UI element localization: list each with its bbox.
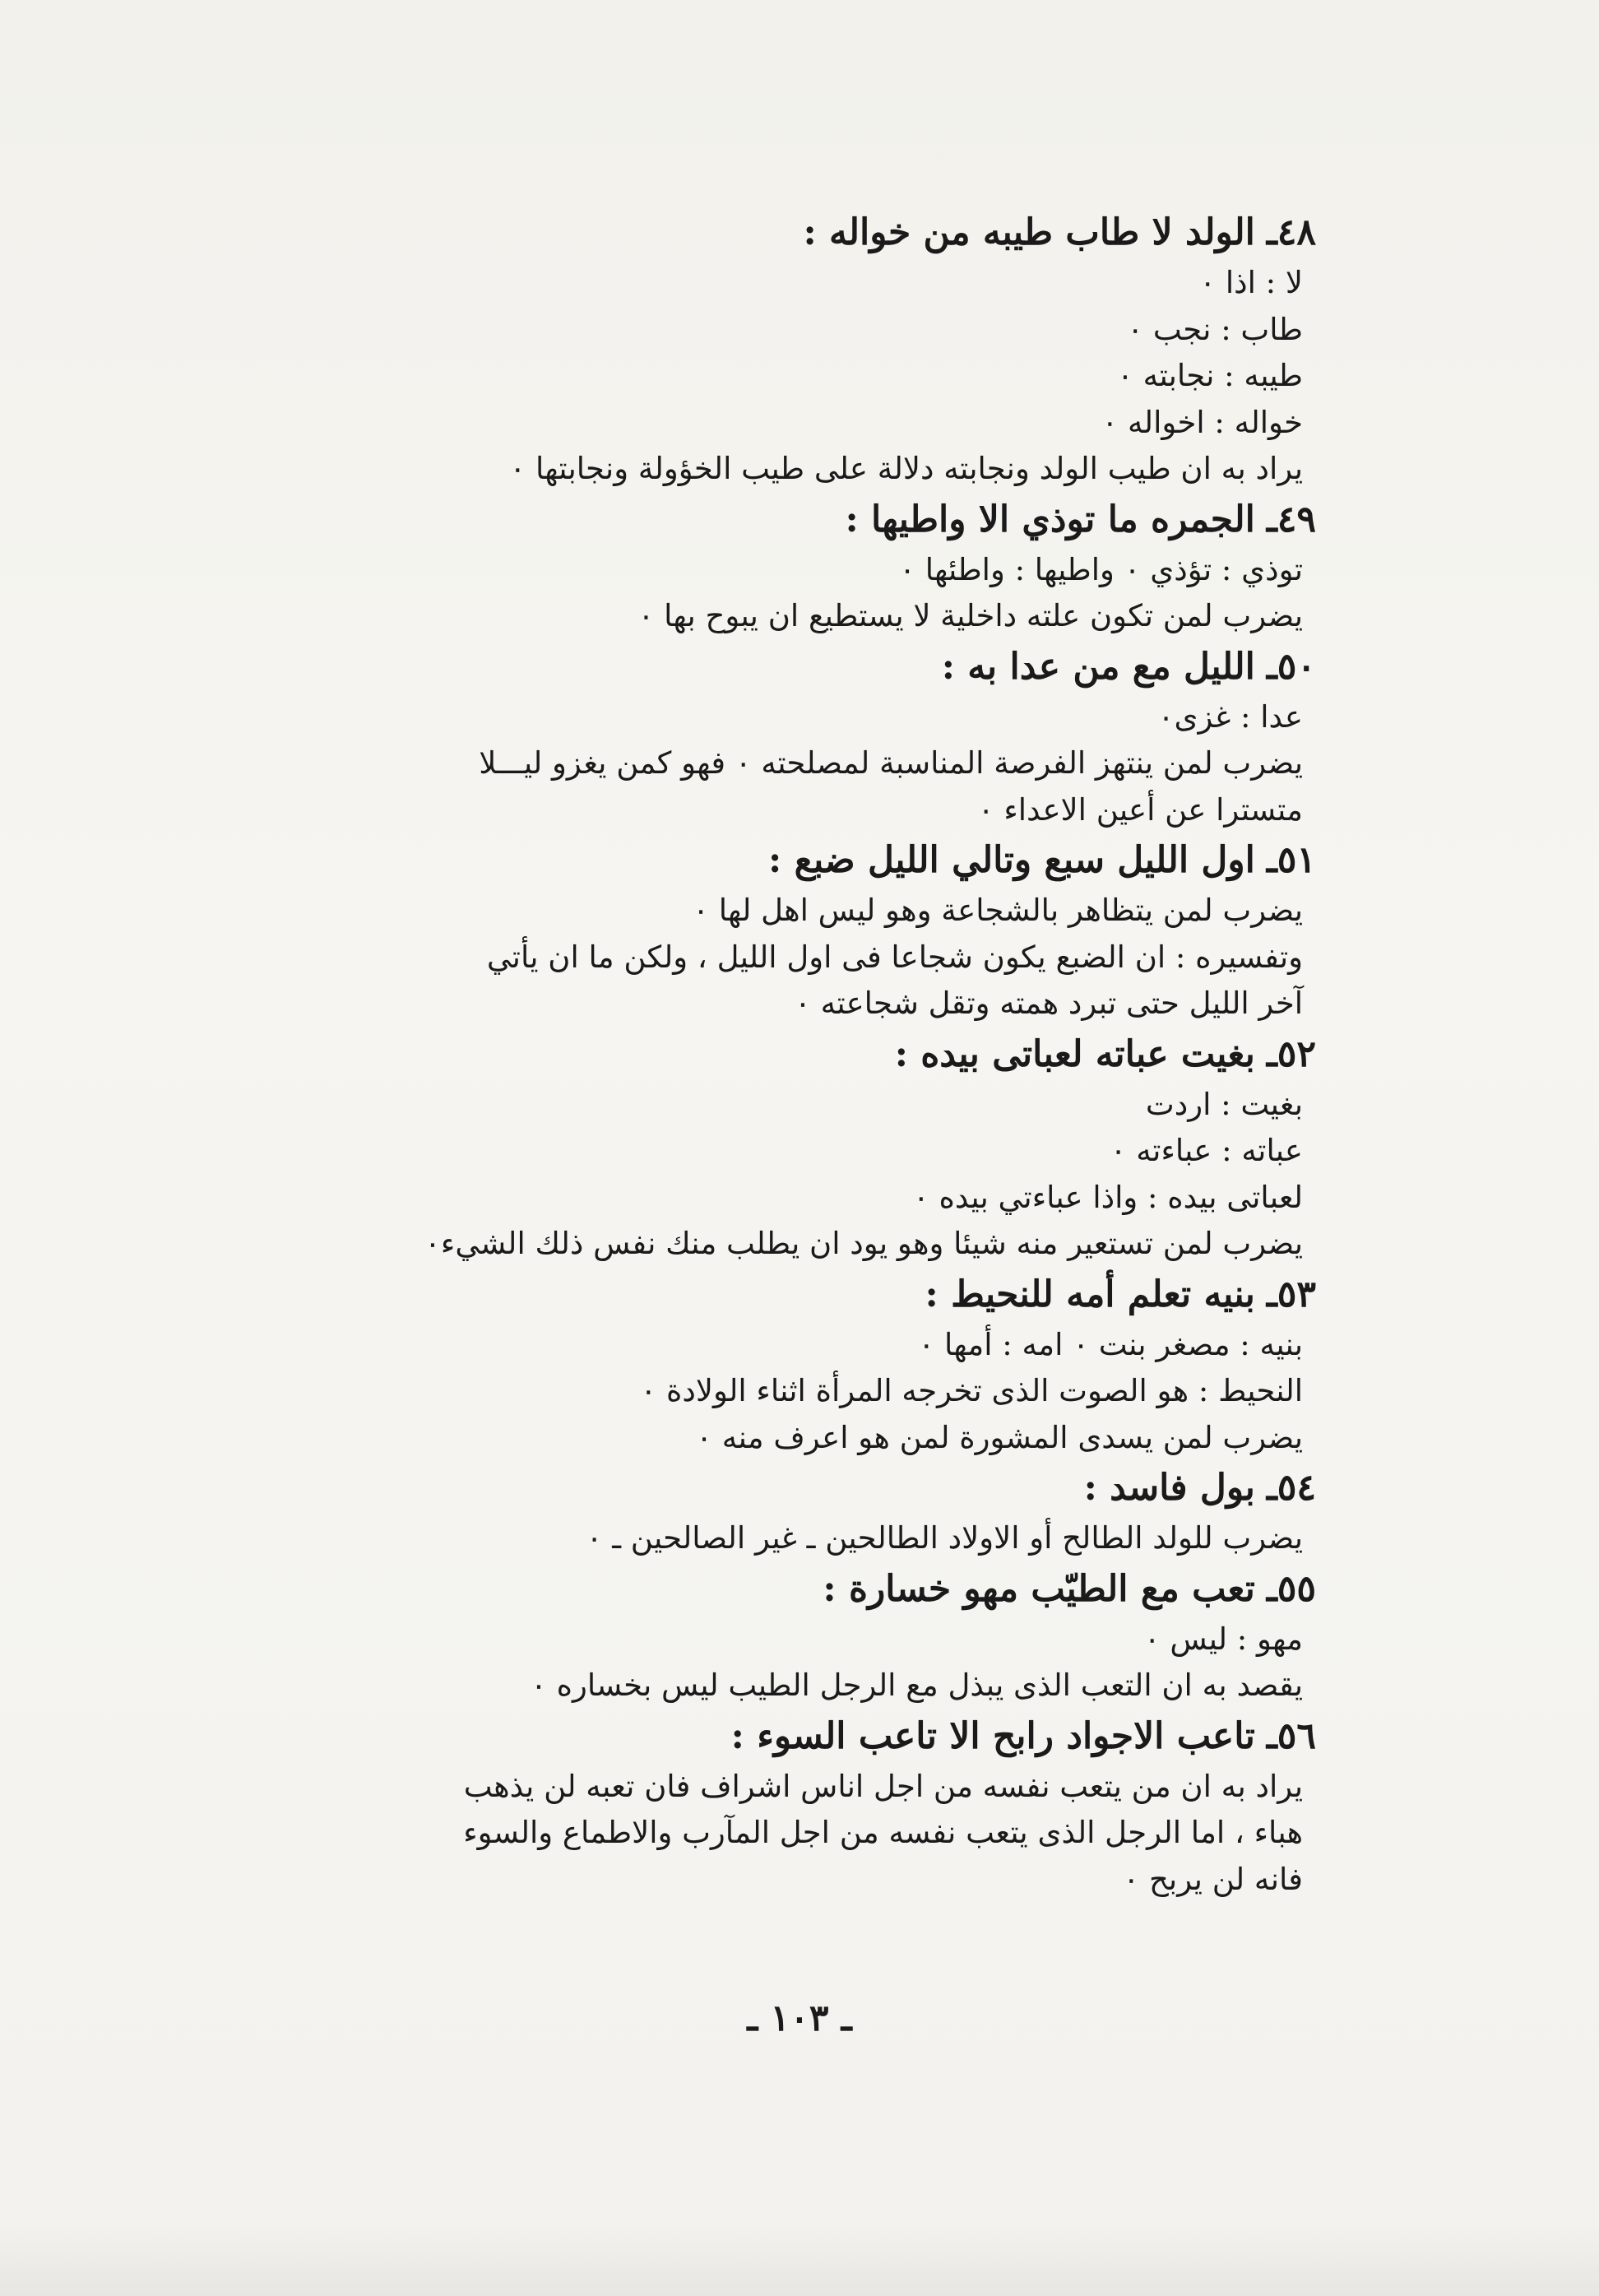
- proverb-entry-54: [296, 1461, 1316, 1562]
- proverb-entry-53: [296, 1268, 1316, 1462]
- proverb-title: تعب مع الطيّب مهو خسارة :: [823, 1567, 1255, 1610]
- proverb-heading: [296, 493, 1316, 547]
- proverb-line: عدا : غزى٠: [1157, 698, 1303, 735]
- proverb-title: تاعب الاجواد رابح الا تاعب السوء :: [730, 1714, 1255, 1757]
- proverb-line: يراد به ان من يتعب نفسه من اجل اناس اشراف فان تعبه لن يذهب: [463, 1768, 1303, 1804]
- proverb-line: فانه لن يربح ٠: [1123, 1861, 1303, 1897]
- proverb-number: ٥١ـ: [1266, 839, 1316, 881]
- proverb-line: لعباتى بيده : واذا عباءتي بيده ٠: [912, 1179, 1303, 1215]
- proverb-number: ٥٥ـ: [1266, 1567, 1316, 1610]
- proverb-heading: [296, 1027, 1316, 1082]
- proverb-line: عباته : عباءته ٠: [1110, 1133, 1303, 1168]
- proverb-heading: [296, 1461, 1316, 1515]
- proverb-number: ٥٠ـ: [1266, 645, 1316, 688]
- proverb-heading: [296, 1709, 1316, 1764]
- proverb-line: النحيط : هو الصوت الذى تخرجه المرأة اثناء الولادة ٠: [640, 1373, 1303, 1408]
- proverb-number: ٥٢ـ: [1266, 1032, 1316, 1075]
- proverb-title: بنيه تعلم أمه للنحيط :: [925, 1273, 1255, 1315]
- proverb-entry-51: [296, 833, 1316, 1027]
- proverb-line: يضرب لمن تكون علته داخلية لا يستطيع ان يبوح بها ٠: [637, 598, 1303, 633]
- proverb-line: مهو : ليس ٠: [1143, 1621, 1303, 1657]
- proverb-line: طاب : نجب ٠: [1127, 311, 1303, 347]
- proverb-line: خواله : اخواله ٠: [1101, 404, 1303, 440]
- proverb-title: الليل مع من عدا به :: [941, 645, 1255, 688]
- proverb-entry-56: [296, 1709, 1316, 1904]
- proverb-heading: [296, 1268, 1316, 1322]
- proverb-line: هباء ، اما الرجل الذى يتعب نفسه من اجل المآرب والاطماع والسوء: [463, 1815, 1303, 1850]
- proverb-line: يضرب لمن يتظاهر بالشجاعة وهو ليس اهل لها ٠: [693, 893, 1303, 928]
- proverb-line: طيبه : نجابته ٠: [1117, 358, 1303, 393]
- proverb-line: آخر الليل حتى تبرد همته وتقل شجاعته ٠: [794, 986, 1303, 1021]
- proverb-entry-55: [296, 1562, 1316, 1709]
- proverb-title: الولد لا طاب طيبه من خواله :: [803, 211, 1255, 253]
- proverb-entry-49: [296, 493, 1316, 640]
- proverb-number: ٤٩ـ: [1266, 498, 1316, 540]
- proverb-line: وتفسيره : ان الضبع يكون شجاعا فى اول الليل ، ولكن ما ان يأتي: [486, 939, 1303, 975]
- page-number: ـ ١٠٣ ـ: [747, 1997, 852, 2039]
- proverb-line: يقصد به ان التعب الذى يبذل مع الرجل الطيب ليس بخساره ٠: [530, 1667, 1303, 1703]
- proverb-line: يضرب لمن ينتهز الفرصة المناسبة لمصلحته ٠ فهو كمن يغزو ليـــلا: [479, 745, 1303, 781]
- proverb-heading: [296, 833, 1316, 888]
- proverb-line: يضرب لمن يسدى المشورة لمن هو اعرف منه ٠: [696, 1419, 1303, 1455]
- proverb-line: متسترا عن أعين الاعداء ٠: [977, 791, 1303, 828]
- proverb-heading: [296, 640, 1316, 694]
- proverb-line: بغيت : اردت: [1145, 1086, 1303, 1122]
- proverb-title: الجمره ما توذي الا واطيها :: [845, 498, 1255, 540]
- proverb-heading: [296, 1562, 1316, 1616]
- proverb-line: يضرب للولد الطالح أو الاولاد الطالحين ـ غير الصالحين ـ ٠: [586, 1520, 1303, 1556]
- proverb-line: يضرب لمن تستعير منه شيئا وهو يود ان يطلب منك نفس ذلك الشيء٠: [424, 1226, 1303, 1261]
- proverb-line: لا : اذا ٠: [1199, 265, 1303, 300]
- proverb-heading: [296, 206, 1316, 260]
- proverb-line: توذي : تؤذي ٠ واطيها : واطئها ٠: [899, 551, 1303, 587]
- proverb-title: اول الليل سبع وتالي الليل ضبع :: [768, 839, 1255, 881]
- proverb-title: بغيت عباته لعباتى بيده :: [894, 1032, 1255, 1075]
- proverb-title: بول فاسد :: [1083, 1467, 1255, 1509]
- proverb-line: بنيه : مصغر بنت ٠ امه : أمها ٠: [918, 1326, 1303, 1362]
- proverb-entry-48: [296, 206, 1316, 493]
- proverbs-column: [296, 206, 1316, 1903]
- proverb-number: ٥٣ـ: [1266, 1273, 1316, 1315]
- proverb-number: ٥٤ـ: [1266, 1467, 1316, 1509]
- proverb-entry-52: [296, 1027, 1316, 1268]
- proverb-number: ٤٨ـ: [1266, 211, 1316, 253]
- proverb-number: ٥٦ـ: [1266, 1714, 1316, 1757]
- proverb-entry-50: [296, 640, 1316, 834]
- proverb-line: يراد به ان طيب الولد ونجابته دلالة على طيب الخؤولة ونجابتها ٠: [509, 451, 1303, 486]
